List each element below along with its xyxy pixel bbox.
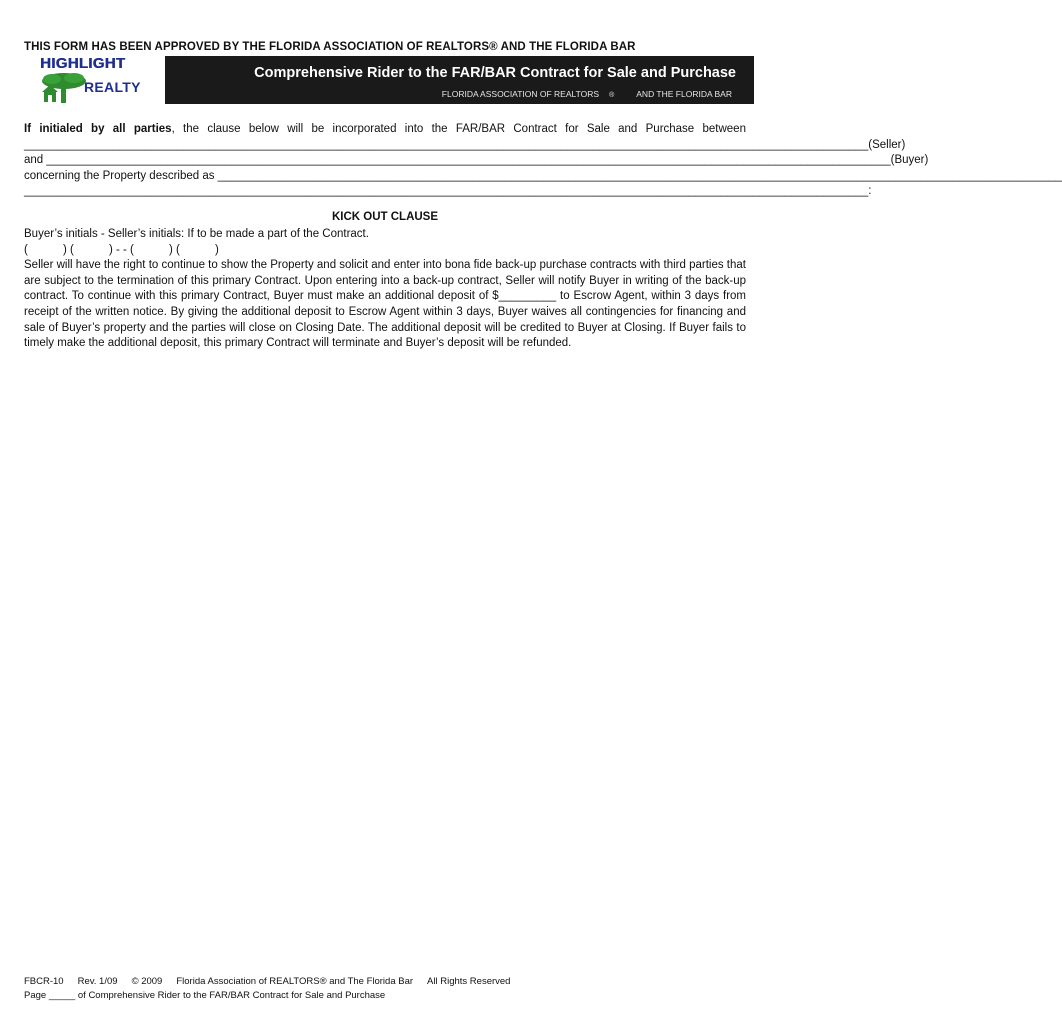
- property-label: concerning the Property described as: [24, 169, 218, 182]
- property-line-2: [24, 184, 872, 200]
- property-line: [24, 169, 1062, 185]
- subtitle-far: FLORIDA ASSOCIATION OF REALTORS: [441, 89, 600, 99]
- subtitle-bar: AND THE FLORIDA BAR: [636, 89, 732, 99]
- form-subtitle: [442, 89, 732, 99]
- seller-line: [24, 138, 906, 154]
- clause-paragraph: Seller will have the right to continue to show the Property and solicit and enter into bona fide back-up purchase contracts with third parties that are subject to the termination of this primary Contract. Upon entering into a back-up contract, Seller will notify Buyer in writing of the back-up contract. To continue with this primary Contract, Buyer must make an additional deposit of $_________ to Escrow Agent, within 3 days from receipt of the written notice. By giving the additional deposit to Escrow Agent within 3 days, Buyer waives all contingencies for financing and sale of Buyer’s property and the parties will close on Closing Date. The additional deposit will be credited to Buyer at Closing. If Buyer fails to timely make the additional deposit, this primary Contract will terminate and Buyer’s deposit will be refunded.: [24, 259, 746, 350]
- initials-boxes[interactable]: ( ) ( ) - - ( ) ( ): [24, 243, 219, 256]
- property-description-field-2[interactable]: ____________________________________________________________________________________________________________________________________: [24, 185, 869, 198]
- form-footer: [24, 975, 510, 1003]
- intro-sentence: [24, 122, 746, 138]
- clause-heading: KICK OUT CLAUSE: [331, 211, 439, 223]
- title-banner: [165, 56, 754, 104]
- page-line: Page _____ of Comprehensive Rider to the FAR/BAR Contract for Sale and Purchase: [24, 990, 386, 1001]
- form-id: FBCR-10: [24, 976, 64, 987]
- intro-lead-rest: , the clause below will be incorporated into the FAR/BAR Contract for Sale and Purchase between: [171, 123, 746, 135]
- owner: Florida Association of REALTORS® and The Florida Bar: [176, 976, 414, 987]
- seller-label: (Seller): [868, 138, 906, 151]
- buyer-label: (Buyer): [890, 154, 929, 167]
- footer-line-1: [24, 975, 510, 989]
- rights: All Rights Reserved: [427, 976, 511, 987]
- logo-word-realty: REALTY: [84, 79, 141, 95]
- parties-section: [24, 122, 1062, 200]
- copyright: © 2009: [131, 976, 163, 987]
- and-label: and: [24, 154, 47, 167]
- registered-mark: ®: [609, 92, 615, 99]
- property-description-field[interactable]: ____________________________________________________________________________________________________________________________________: [217, 169, 1062, 182]
- logo-word-highlight: HIGHLIGHT: [40, 55, 126, 72]
- intro-lead-bold: If initialed by all parties: [24, 123, 172, 135]
- seller-name-field[interactable]: ____________________________________________________________________________________________________________________________________: [24, 138, 869, 151]
- kick-out-clause: [24, 227, 746, 352]
- initials-caption: Buyer’s initials - Seller’s initials: If to be made a part of the Contract.: [24, 228, 369, 240]
- form-approval-notice: THIS FORM HAS BEEN APPROVED BY THE FLORIDA ASSOCIATION OF REALTORS® AND THE FLORIDA BAR: [24, 41, 636, 53]
- buyer-name-field[interactable]: ____________________________________________________________________________________________________________________________________: [46, 154, 891, 167]
- form-title: Comprehensive Rider to the FAR/BAR Contract for Sale and Purchase: [254, 65, 736, 81]
- end-colon: :: [868, 185, 872, 198]
- highlight-realty-logo: [38, 55, 141, 105]
- revision: Rev. 1/09: [77, 976, 118, 987]
- buyer-line: [24, 153, 929, 169]
